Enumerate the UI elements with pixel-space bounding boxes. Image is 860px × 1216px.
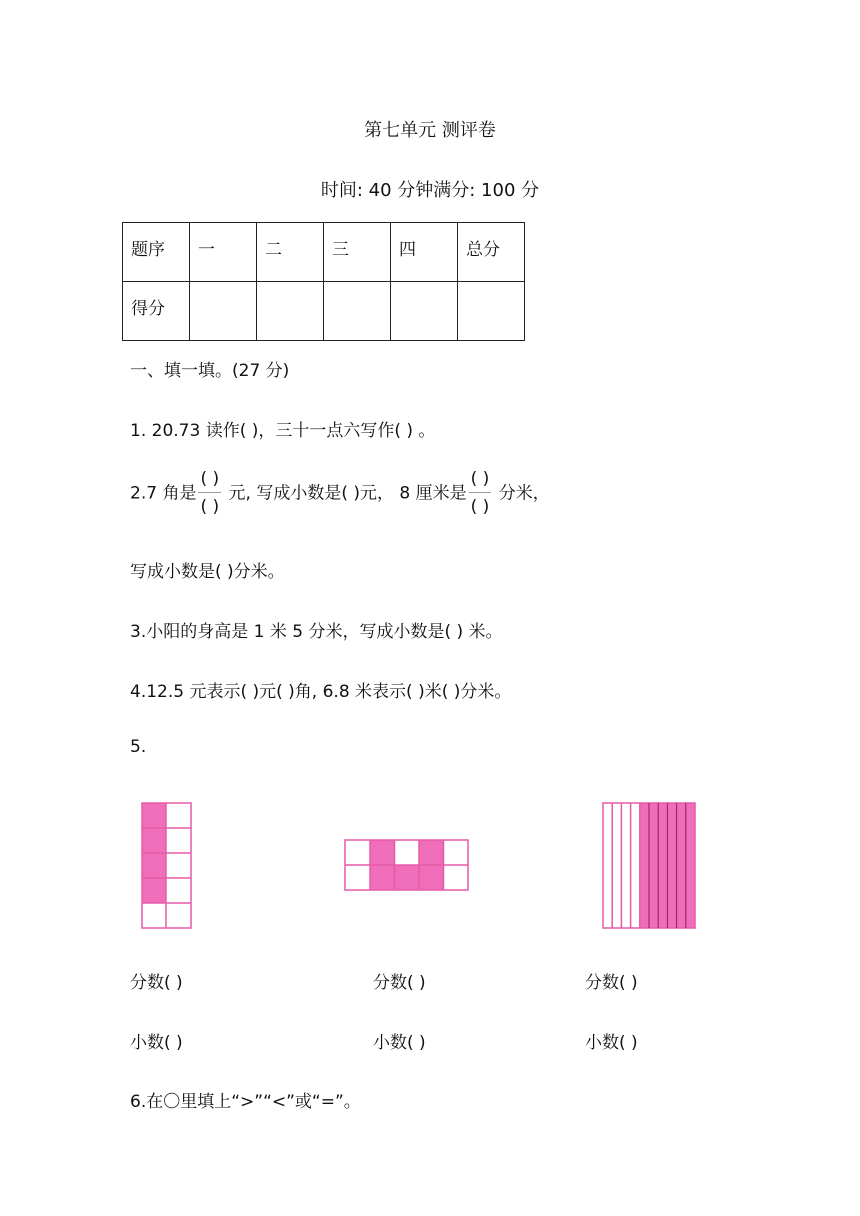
score-input-cell[interactable] [391, 282, 458, 341]
page-title: 第七单元 测评卷 [364, 120, 496, 141]
decimal-answer-1: 小数( ) [130, 1033, 183, 1053]
table-cell: 三 [324, 223, 391, 282]
shaded-cell [142, 828, 166, 853]
fraction-answer-1: 分数( ) [130, 973, 183, 993]
fraction-denominator: ( ) [470, 497, 490, 517]
question-1: 1. 20.73 读作( )，三十一点六写作( ) 。 [130, 421, 436, 441]
table-cell: 总分 [458, 223, 525, 282]
fraction-numerator: ( ) [198, 471, 221, 493]
question-2-text-c: 分米， [493, 483, 550, 504]
figure-grid-2 [344, 839, 470, 891]
shaded-cell [142, 853, 166, 878]
fraction-denominator: ( ) [200, 497, 220, 517]
shaded-cell [419, 840, 444, 865]
question-4: 4.12.5 元表示( )元( )角, 6.8 米表示( )米( )分米。 [130, 682, 512, 702]
decimal-answer-3: 小数( ) [585, 1033, 638, 1053]
shaded-cell [419, 865, 444, 890]
table-cell: 二 [257, 223, 324, 282]
score-input-cell[interactable] [324, 282, 391, 341]
score-input-cell[interactable] [458, 282, 525, 341]
table-cell: 一 [190, 223, 257, 282]
score-table-header-row [123, 223, 525, 282]
exam-info: 时间: 40 分钟满分: 100 分 [320, 180, 540, 201]
score-table-score-row [123, 282, 525, 341]
table-cell: 四 [391, 223, 458, 282]
question-2-text-b: 元, 写成小数是( )元， 8 厘米是 [223, 483, 467, 504]
figure-strips-3 [602, 802, 696, 929]
table-cell: 题序 [123, 223, 190, 282]
question-2-text-a: 2.7 角是 [130, 483, 197, 504]
fraction-blank [198, 471, 221, 516]
question-2-line2: 写成小数是( )分米。 [130, 562, 285, 582]
section-heading: 一、填一填。(27 分) [130, 361, 290, 381]
table-cell: 得分 [123, 282, 190, 341]
question-3: 3.小阳的身高是 1 米 5 分米，写成小数是( ) 米。 [130, 622, 503, 642]
fraction-numerator: ( ) [469, 471, 492, 493]
shaded-cell [370, 840, 395, 865]
fraction-answer-2: 分数( ) [373, 973, 426, 993]
shaded-cell [370, 865, 395, 890]
question-6: 6.在〇里填上“>”“<”或“=”。 [130, 1092, 361, 1112]
shaded-cell [142, 878, 166, 903]
question-5: 5. [130, 737, 147, 757]
shaded-cell [395, 865, 420, 890]
question-2 [130, 471, 550, 516]
fraction-answer-3: 分数( ) [585, 973, 638, 993]
decimal-answer-2: 小数( ) [373, 1033, 426, 1053]
fraction-blank [469, 471, 492, 516]
score-input-cell[interactable] [190, 282, 257, 341]
score-table [122, 222, 525, 341]
shaded-cell [142, 803, 166, 828]
figure-grid-1 [141, 802, 193, 929]
score-input-cell[interactable] [257, 282, 324, 341]
